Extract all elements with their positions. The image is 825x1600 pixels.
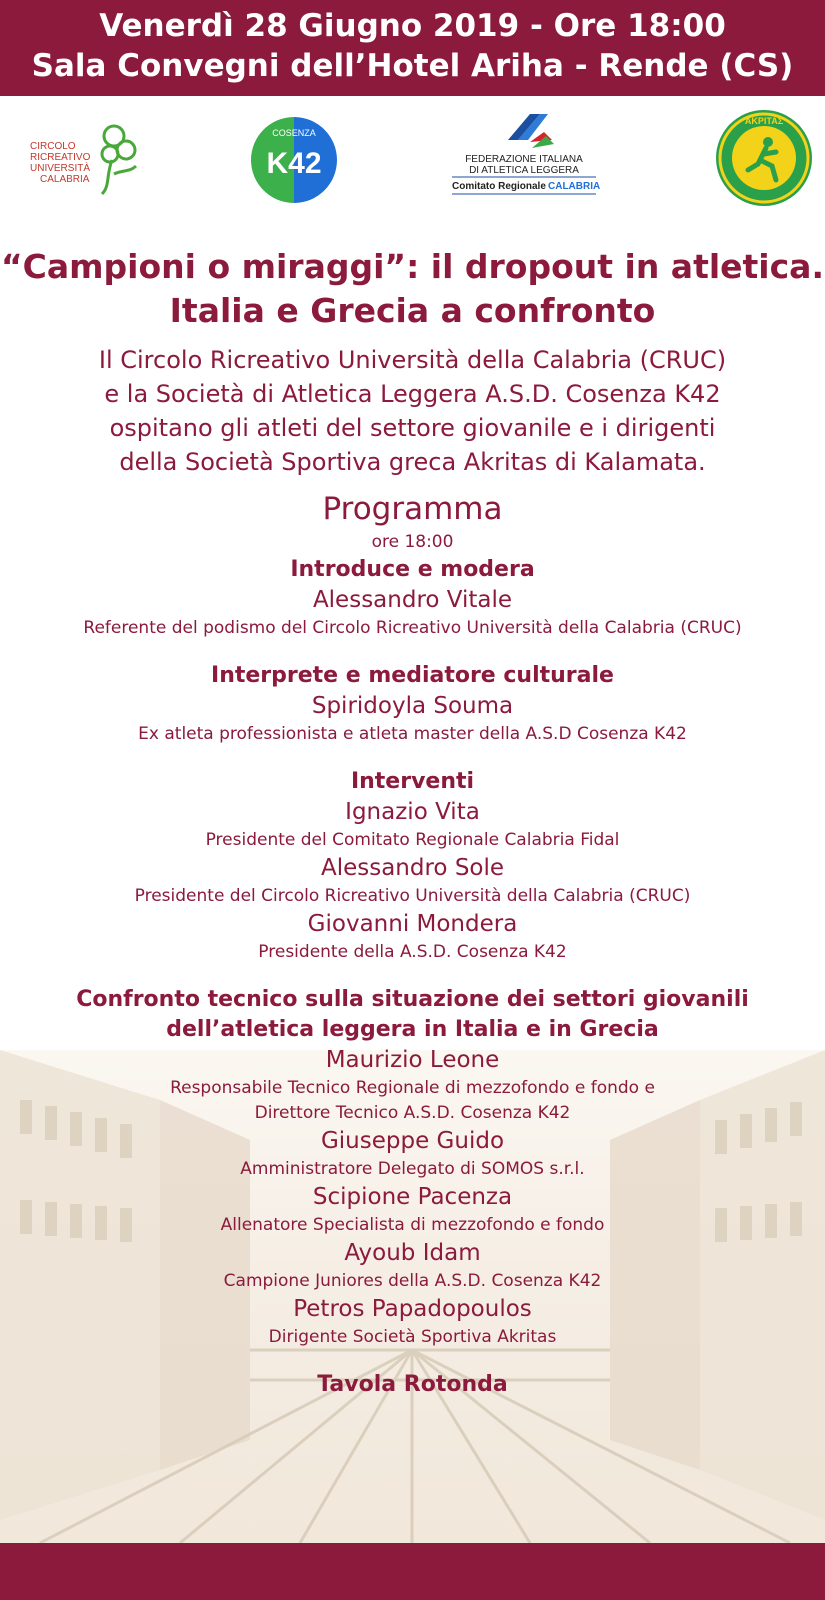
- speaker-name: Maurizio Leone: [325, 1047, 500, 1073]
- speaker-name: Alessandro Vitale: [312, 587, 513, 613]
- fidal-logo: [448, 112, 600, 204]
- k42-logo: [250, 116, 338, 204]
- banner-venue-line: Sala Convegni dell’Hotel Ariha - Rende (CS): [31, 48, 794, 84]
- start-time: ore 18:00: [371, 532, 454, 552]
- speaker-role: Ex atleta professionista e atleta master della A.S.D Cosenza K42: [138, 724, 687, 744]
- svg-text:K42: K42: [266, 147, 322, 180]
- speaker-role-continued: Direttore Tecnico A.S.D. Cosenza K42: [254, 1103, 571, 1123]
- intro-line: e la Società di Atletica Leggera A.S.D. Cosenza K42: [104, 380, 721, 408]
- svg-text:RICREATIVO: RICREATIVO: [30, 152, 91, 163]
- speaker-name: Spiridoyla Souma: [311, 693, 514, 719]
- speaker-name: Petros Papadopoulos: [293, 1296, 532, 1322]
- speaker-role: Allenatore Specialista di mezzofondo e fondo: [220, 1215, 605, 1235]
- speaker-role: Presidente del Comitato Regionale Calabria Fidal: [205, 830, 620, 850]
- title-line-1: “Campioni o miraggi”: il dropout in atletica.: [0, 247, 824, 286]
- event-date-banner: [0, 0, 825, 96]
- svg-text:AKPITAΣ: AKPITAΣ: [744, 116, 784, 126]
- speaker-name: Giovanni Mondera: [307, 911, 518, 937]
- section-heading-confronto-line-2: dell’atletica leggera in Italia e in Grecia: [166, 1017, 659, 1042]
- speaker-role: Campione Juniores della A.S.D. Cosenza K42: [223, 1271, 602, 1291]
- svg-text:Comitato Regionale: Comitato Regionale: [452, 181, 546, 192]
- akritas-logo: [714, 108, 814, 208]
- speaker-role: Presidente della A.S.D. Cosenza K42: [258, 942, 567, 962]
- section-heading-interventi: Interventi: [350, 769, 475, 794]
- flyer-content: [0, 245, 825, 1400]
- svg-text:CIRCOLO: CIRCOLO: [30, 141, 76, 152]
- intro-line: ospitano gli atleti del settore giovanile e i dirigenti: [109, 414, 716, 442]
- section-heading-confronto-line-1: Confronto tecnico sulla situazione dei settori giovanili: [76, 987, 749, 1012]
- intro-line: della Società Sportiva greca Akritas di Kalamata.: [119, 448, 706, 476]
- speaker-role: Responsabile Tecnico Regionale di mezzofondo e fondo e: [170, 1078, 655, 1098]
- svg-text:CALABRIA: CALABRIA: [40, 174, 90, 185]
- speaker-role: Presidente del Circolo Ricreativo Università della Calabria (CRUC): [134, 886, 691, 906]
- speaker-name: Giuseppe Guido: [320, 1128, 505, 1154]
- speaker-name: Scipione Pacenza: [312, 1184, 513, 1210]
- svg-text:UNIVERSITÀ: UNIVERSITÀ: [30, 163, 91, 174]
- bottom-banner: [0, 1543, 825, 1600]
- title-line-2: Italia e Grecia a confronto: [169, 291, 656, 330]
- speaker-name: Alessandro Sole: [320, 855, 505, 881]
- tavola-rotonda-heading: Tavola Rotonda: [317, 1372, 508, 1397]
- speaker-role: Referente del podismo del Circolo Ricreativo Università della Calabria (CRUC): [83, 618, 742, 638]
- programma-heading: Programma: [322, 491, 503, 527]
- speaker-name: Ayoub Idam: [344, 1240, 481, 1266]
- speaker-name: Ignazio Vita: [345, 799, 480, 825]
- intro-line: Il Circolo Ricreativo Università della Calabria (CRUC): [98, 346, 727, 374]
- section-heading-introduce: Introduce e modera: [290, 557, 535, 582]
- svg-text:FEDERAZIONE ITALIANA: FEDERAZIONE ITALIANA: [465, 154, 583, 165]
- section-heading-interprete: Interprete e mediatore culturale: [211, 663, 614, 688]
- svg-text:CALABRIA: CALABRIA: [548, 181, 600, 192]
- event-title: [0, 245, 825, 333]
- intro-paragraph: [0, 343, 825, 479]
- speaker-role: Amministratore Delegato di SOMOS s.r.l.: [240, 1159, 585, 1179]
- cruc-logo: [26, 118, 146, 196]
- svg-text:COSENZA: COSENZA: [272, 128, 316, 138]
- speaker-role: Dirigente Società Sportiva Akritas: [268, 1327, 557, 1347]
- banner-date-line: Venerdì 28 Giugno 2019 - Ore 18:00: [99, 8, 726, 44]
- svg-text:DI ATLETICA LEGGERA: DI ATLETICA LEGGERA: [469, 165, 579, 176]
